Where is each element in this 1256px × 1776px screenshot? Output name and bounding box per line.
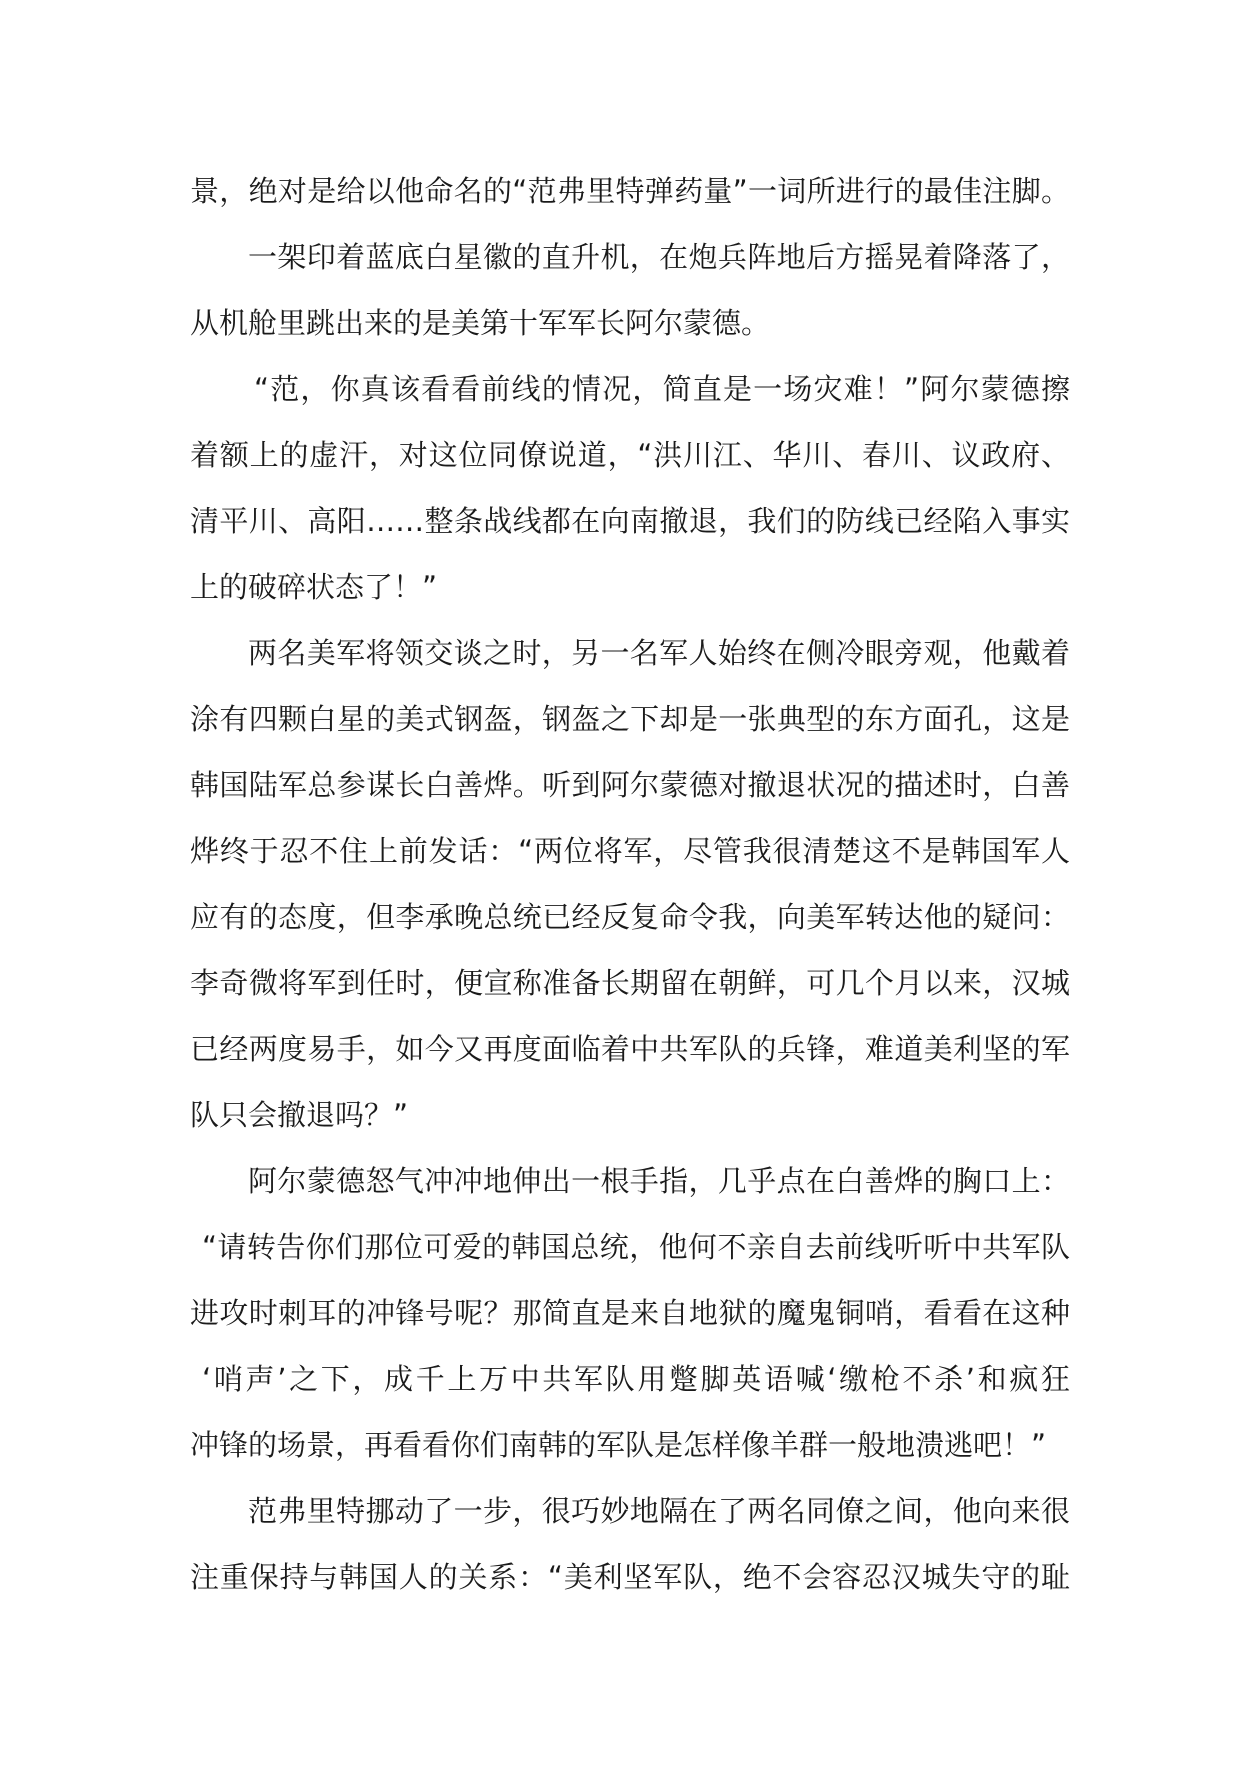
- text-line: 着额上的虚汗，对这位同僚说道，“洪川江、华川、春川、议政府、: [190, 438, 1070, 472]
- text-line: “范，你真该看看前线的情况，简直是一场灾难！”阿尔蒙德擦: [254, 372, 1070, 406]
- text-line: ‘哨声’之下，成千上万中共军队用蹩脚英语喊‘缴枪不杀’和疯狂: [202, 1362, 1070, 1396]
- text-line: 一架印着蓝底白星徽的直升机，在炮兵阵地后方摇晃着降落了，: [248, 240, 1070, 274]
- text-line: 范弗里特挪动了一步，很巧妙地隔在了两名同僚之间，他向来很: [248, 1494, 1070, 1528]
- text-line: 景，绝对是给以他命名的“范弗里特弹药量”一词所进行的最佳注脚。: [190, 174, 1070, 208]
- text-line: 清平川、高阳……整条战线都在向南撤退，我们的防线已经陷入事实: [190, 504, 1070, 538]
- text-line: 注重保持与韩国人的关系：“美利坚军队，绝不会容忍汉城失守的耻: [190, 1560, 1070, 1594]
- text-line: 已经两度易手，如今又再度面临着中共军队的兵锋，难道美利坚的军: [190, 1032, 1070, 1066]
- text-line: 进攻时刺耳的冲锋号呢？那简直是来自地狱的魔鬼铜哨，看看在这种: [190, 1296, 1070, 1330]
- text-line: 涂有四颗白星的美式钢盔，钢盔之下却是一张典型的东方面孔，这是: [190, 702, 1070, 736]
- text-line: 烨终于忍不住上前发话：“两位将军，尽管我很清楚这不是韩国军人: [190, 834, 1070, 868]
- text-line: “请转告你们那位可爱的韩国总统，他何不亲自去前线听听中共军队: [202, 1230, 1070, 1264]
- body-text: [190, 158, 1070, 1610]
- text-line: 应有的态度，但李承晚总统已经反复命令我，向美军转达他的疑问：: [190, 900, 1070, 934]
- text-line: 队只会撤退吗？”: [190, 1098, 409, 1132]
- text-line: 上的破碎状态了！”: [190, 570, 438, 604]
- text-line: 阿尔蒙德怒气冲冲地伸出一根手指，几乎点在白善烨的胸口上：: [248, 1164, 1070, 1198]
- text-line: 韩国陆军总参谋长白善烨。听到阿尔蒙德对撤退状况的描述时，白善: [190, 768, 1070, 802]
- text-line: 两名美军将领交谈之时，另一名军人始终在侧冷眼旁观，他戴着: [248, 636, 1070, 670]
- text-line: 从机舱里跳出来的是美第十军军长阿尔蒙德。: [190, 306, 771, 340]
- text-line: 冲锋的场景，再看看你们南韩的军队是怎样像羊群一般地溃逃吧！”: [190, 1428, 1047, 1462]
- text-line: 李奇微将军到任时，便宣称准备长期留在朝鲜，可几个月以来，汉城: [190, 966, 1070, 1000]
